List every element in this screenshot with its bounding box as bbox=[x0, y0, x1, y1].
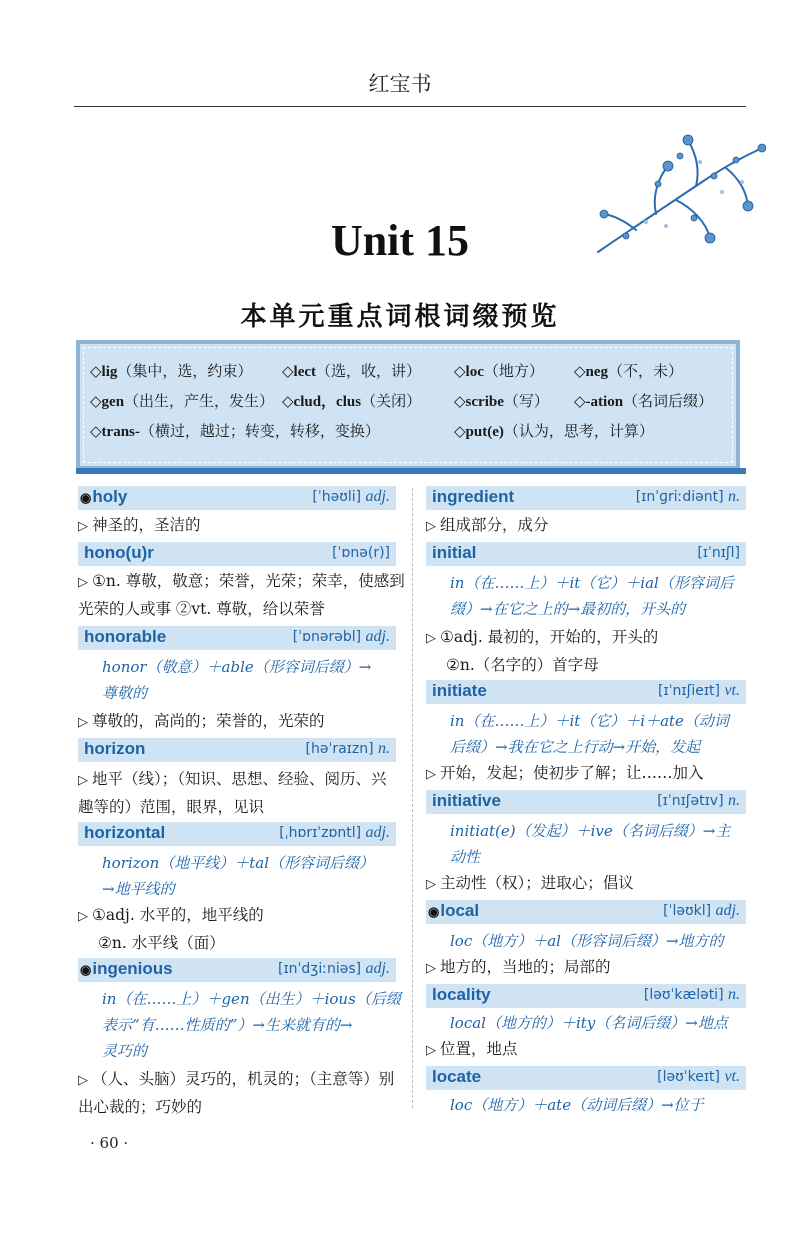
triangle-marker-icon: ▷ bbox=[426, 631, 436, 646]
triangle-marker-icon: ▷ bbox=[78, 1073, 88, 1088]
triangle-marker-icon: ▷ bbox=[426, 877, 436, 892]
preview-item: ◇scribe（写） bbox=[454, 392, 549, 410]
entry-header-ingenious bbox=[78, 958, 396, 982]
preview-item: ◇put(e)（认为，思考，计算） bbox=[454, 422, 654, 440]
preview-item: ◇trans-（横过，越过；转变，转移，变换） bbox=[90, 422, 380, 440]
entry-definition: ▷ 主动性（权）；进取心；倡议 bbox=[426, 874, 634, 892]
column-divider bbox=[412, 488, 413, 1108]
entry-header-ingredient bbox=[426, 486, 746, 510]
entry-definition: ▷ 位置，地点 bbox=[426, 1040, 518, 1058]
entry-definition: ▷ ①n. 尊敬，敬意；荣誉，光荣；荣幸，使感到 光荣的人或事 ②vt. 尊敬，给以荣誉 bbox=[78, 572, 405, 618]
entry-word: hono(u)r bbox=[84, 543, 154, 562]
preview-item: ◇lig（集中，选，约束） bbox=[90, 362, 253, 380]
triangle-marker-icon: ▷ bbox=[78, 575, 88, 590]
entry-header-locate bbox=[426, 1066, 746, 1090]
entry-definition: ▷ 神圣的，圣洁的 bbox=[78, 516, 201, 534]
entry-etymology: horizon（地平线）＋tal（形容词后缀） →地平线的 bbox=[102, 854, 375, 898]
entry-etymology: local（地方的）＋ity（名词后缀）→地点 bbox=[450, 1014, 728, 1032]
entry-definition: ▷ （人、头脑）灵巧的，机灵的；（主意等）别 出心裁的；巧妙的 bbox=[78, 1070, 395, 1116]
entry-phonetic: [ɪˈnɪʃl] bbox=[697, 545, 740, 561]
entry-header-local bbox=[426, 900, 746, 924]
key-word-bullet-icon: ◉ bbox=[80, 490, 92, 505]
entry-phonetic: [ˌhɒrɪˈzɒntl] adj. bbox=[279, 824, 390, 841]
entry-definition: ▷ 尊敬的，高尚的；荣誉的，光荣的 bbox=[78, 712, 325, 730]
entry-word: ◉ingenious bbox=[80, 959, 173, 978]
triangle-marker-icon: ▷ bbox=[426, 1043, 436, 1058]
triangle-marker-icon: ▷ bbox=[426, 519, 436, 534]
entry-etymology: in（在……上）＋gen（出生）＋ious（后缀 表示“有……性质的”）→生来就有的→ 灵巧的 bbox=[102, 990, 401, 1060]
entry-phonetic: [həˈraɪzn] n. bbox=[305, 740, 390, 757]
entry-header-initiative bbox=[426, 790, 746, 814]
entry-word: horizontal bbox=[84, 823, 166, 842]
preview-item: ◇gen（出生，产生，发生） bbox=[90, 392, 275, 410]
entry-header-honorable bbox=[78, 626, 396, 650]
entry-etymology: honor（敬意）＋able（形容词后缀）→ 尊敬的 bbox=[102, 658, 372, 702]
entry-word: ◉local bbox=[428, 901, 480, 920]
entry-definition: ▷ 地方的，当地的；局部的 bbox=[426, 958, 611, 976]
entry-word: honorable bbox=[84, 627, 167, 646]
entry-word: horizon bbox=[84, 739, 146, 758]
triangle-marker-icon: ▷ bbox=[78, 519, 88, 534]
entry-etymology: in（在……上）＋it（它）＋i＋ate（动词 后缀）→我在它之上行动→开始，发起 bbox=[450, 712, 729, 756]
entry-phonetic: [ləʊˈkæləti] n. bbox=[643, 986, 740, 1003]
entry-word: initial bbox=[432, 543, 477, 562]
entry-phonetic: [ləʊˈkeɪt] vt. bbox=[657, 1068, 740, 1085]
entry-word: locate bbox=[432, 1067, 482, 1086]
entry-phonetic: [ɪˈnɪʃətɪv] n. bbox=[657, 792, 740, 809]
entry-definition: ▷ 开始，发起；使初步了解；让……加入 bbox=[426, 764, 704, 782]
preview-title: 本单元重点词根词缀预览 bbox=[240, 302, 560, 332]
entry-header-honour bbox=[78, 542, 396, 566]
preview-item: ◇loc（地方） bbox=[454, 362, 544, 380]
triangle-marker-icon: ▷ bbox=[426, 767, 436, 782]
preview-item: ◇neg（不，未） bbox=[574, 362, 684, 380]
entry-phonetic: [ˈhəʊli] adj. bbox=[312, 488, 390, 505]
entry-header-horizontal bbox=[78, 822, 396, 846]
entry-header-locality bbox=[426, 984, 746, 1008]
entry-definition: ▷ 组成部分，成分 bbox=[426, 516, 549, 534]
entry-phonetic: [ˈləʊkl] adj. bbox=[663, 902, 740, 919]
preview-item: ◇-ation（名词后缀） bbox=[574, 392, 714, 410]
root-preview-box bbox=[76, 340, 740, 470]
entry-phonetic: [ˈɒnərəbl] adj. bbox=[292, 628, 390, 645]
page-number: · 60 · bbox=[90, 1134, 129, 1152]
entry-definition: ▷ 地平（线）；（知识、思想、经验、阅历、兴 趣等的）范围，眼界，见识 bbox=[78, 770, 387, 816]
entry-etymology: loc（地方）＋al（形容词后缀）→地方的 bbox=[450, 932, 724, 950]
entry-header-horizon bbox=[78, 738, 396, 762]
entry-header-initiate bbox=[426, 680, 746, 704]
entry-word: locality bbox=[432, 985, 491, 1004]
entry-etymology: loc（地方）＋ate（动词后缀）→位于 bbox=[450, 1096, 704, 1114]
entry-definition: ▷ ①adj. 最初的，开始的，开头的 ②n.（名字的）首字母 bbox=[426, 628, 659, 674]
entry-word: initiative bbox=[432, 791, 501, 810]
preview-item: ◇clud，clus（关闭） bbox=[282, 392, 422, 410]
entry-phonetic: [ɪˈnɪʃieɪt] vt. bbox=[658, 682, 740, 699]
triangle-marker-icon: ▷ bbox=[426, 961, 436, 976]
entry-header-holy bbox=[78, 486, 396, 510]
triangle-marker-icon: ▷ bbox=[78, 773, 88, 788]
unit-title: Unit 15 bbox=[330, 216, 470, 265]
entry-header-initial bbox=[426, 542, 746, 566]
entry-word: ingredient bbox=[432, 487, 515, 506]
entry-word: ◉holy bbox=[80, 487, 128, 506]
section-divider-band bbox=[76, 468, 746, 474]
entry-word: initiate bbox=[432, 681, 487, 700]
key-word-bullet-icon: ◉ bbox=[428, 904, 440, 919]
header-rule bbox=[74, 106, 746, 107]
entry-etymology: in（在……上）＋it（它）＋ial（形容词后 缀）→在它之上的→最初的，开头的 bbox=[450, 574, 734, 618]
book-title: 红宝书 bbox=[368, 72, 432, 96]
preview-item: ◇lect（选，收，讲） bbox=[282, 362, 422, 380]
entry-phonetic: [ˈɒnə(r)] bbox=[332, 545, 390, 561]
entry-etymology: initiat(e)（发起）＋ive（名词后缀）→主 动性 bbox=[450, 822, 731, 866]
entry-definition: ▷ ①adj. 水平的，地平线的 ②n. 水平线（面） bbox=[78, 906, 264, 952]
key-word-bullet-icon: ◉ bbox=[80, 962, 92, 977]
triangle-marker-icon: ▷ bbox=[78, 715, 88, 730]
entry-phonetic: [ɪnˈɡriːdiənt] n. bbox=[635, 488, 740, 505]
entry-phonetic: [ɪnˈdʒiːniəs] adj. bbox=[277, 960, 390, 977]
triangle-marker-icon: ▷ bbox=[78, 909, 88, 924]
